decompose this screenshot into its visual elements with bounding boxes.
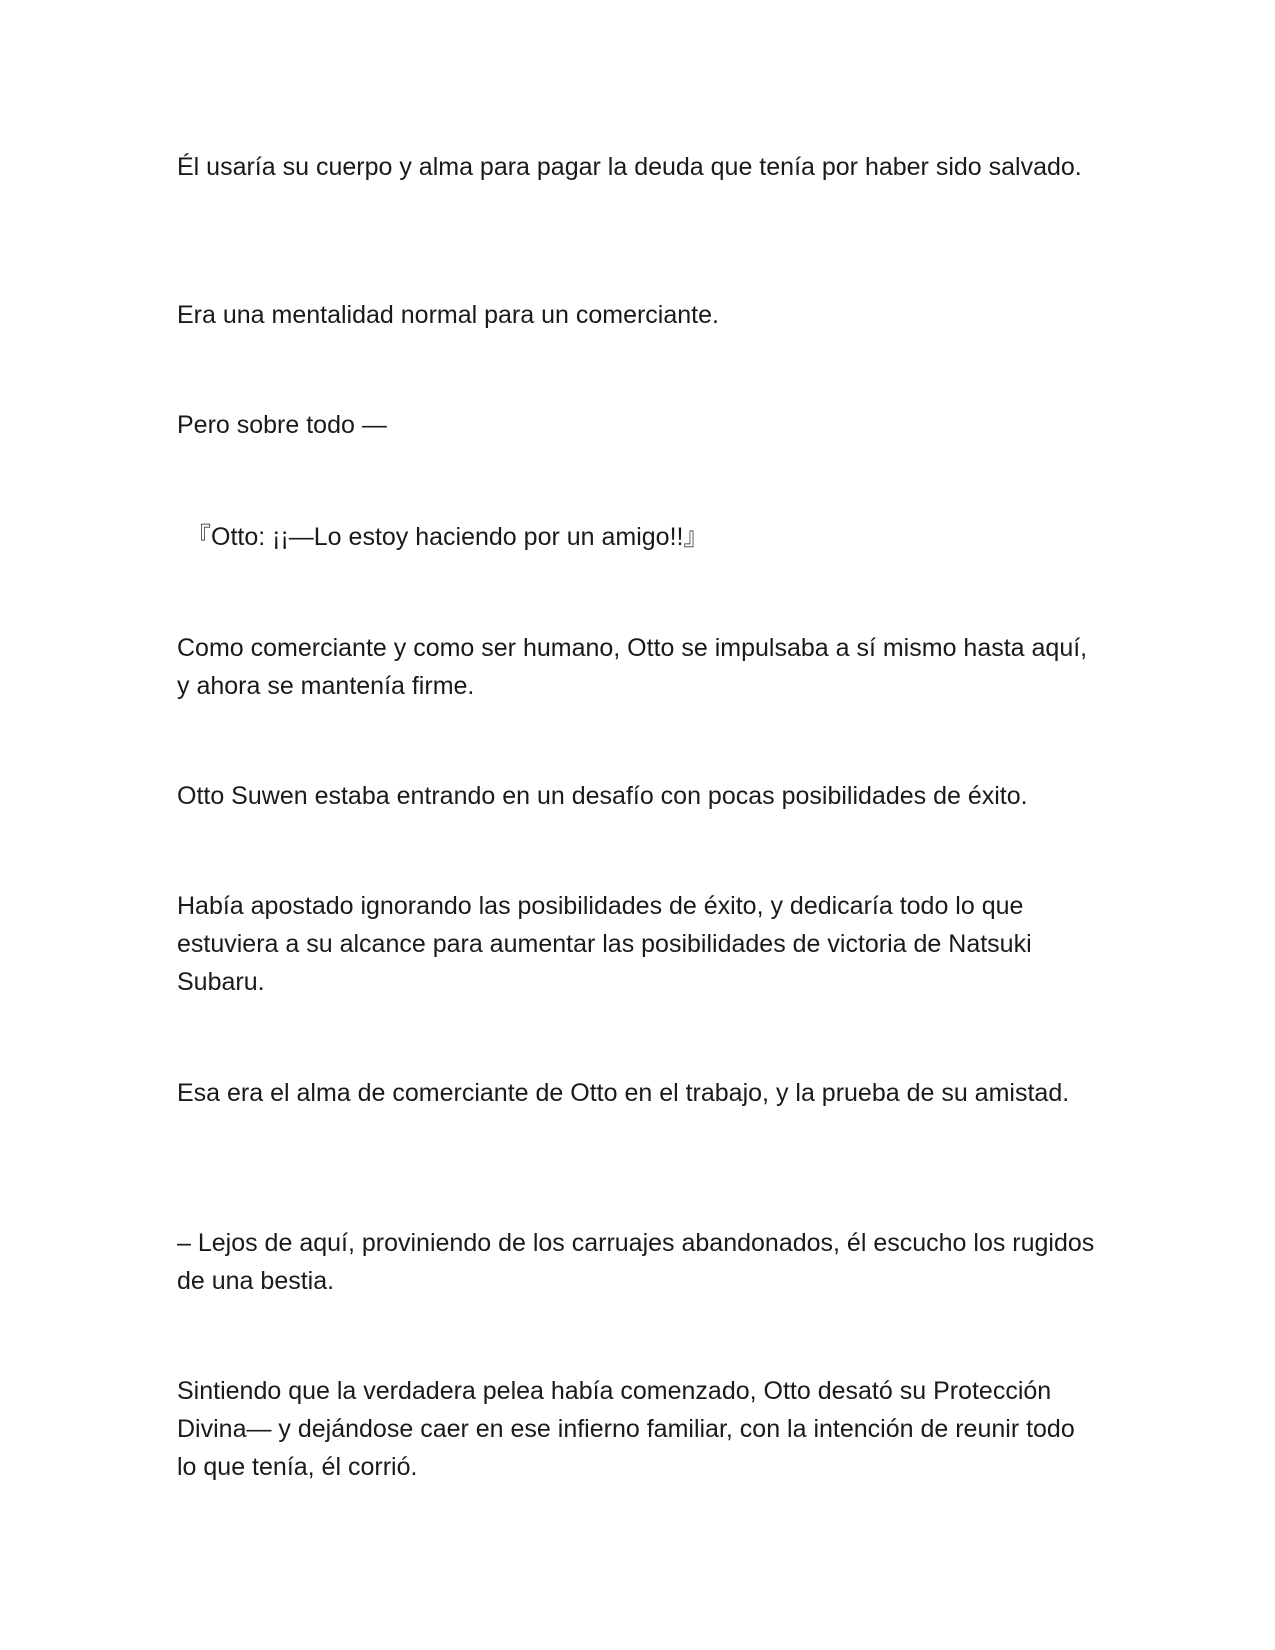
paragraph: Pero sobre todo — [177, 411, 387, 439]
paragraph: Como comerciante y como ser humano, Otto se impulsaba a sí mismo hasta aquí, y ahora se mantenía firme. [177, 634, 1088, 700]
dialogue-line: 『Otto: ¡¡—Lo estoy haciendo por un amigo!!』 [186, 523, 709, 551]
paragraph: Él usaría su cuerpo y alma para pagar la deuda que tenía por haber sido salvado. [177, 153, 1082, 181]
paragraph: Era una mentalidad normal para un comerciante. [177, 301, 719, 329]
paragraph: Había apostado ignorando las posibilidades de éxito, y dedicaría todo lo que estuviera a su alcance para aumentar las posibilidades de victoria de Natsuki Subaru. [177, 892, 1032, 996]
paragraph: – Lejos de aquí, proviniendo de los carruajes abandonados, él escucho los rugidos de una bestia. [177, 1229, 1095, 1295]
paragraph: Esa era el alma de comerciante de Otto en el trabajo, y la prueba de su amistad. [177, 1079, 1070, 1107]
paragraph: Sintiendo que la verdadera pelea había comenzado, Otto desató su Protección Divina— y dejándose caer en ese infierno familiar, con la intención de reunir todo lo que tenía, él corrió. [177, 1377, 1075, 1481]
paragraph: Otto Suwen estaba entrando en un desafío con pocas posibilidades de éxito. [177, 782, 1028, 810]
